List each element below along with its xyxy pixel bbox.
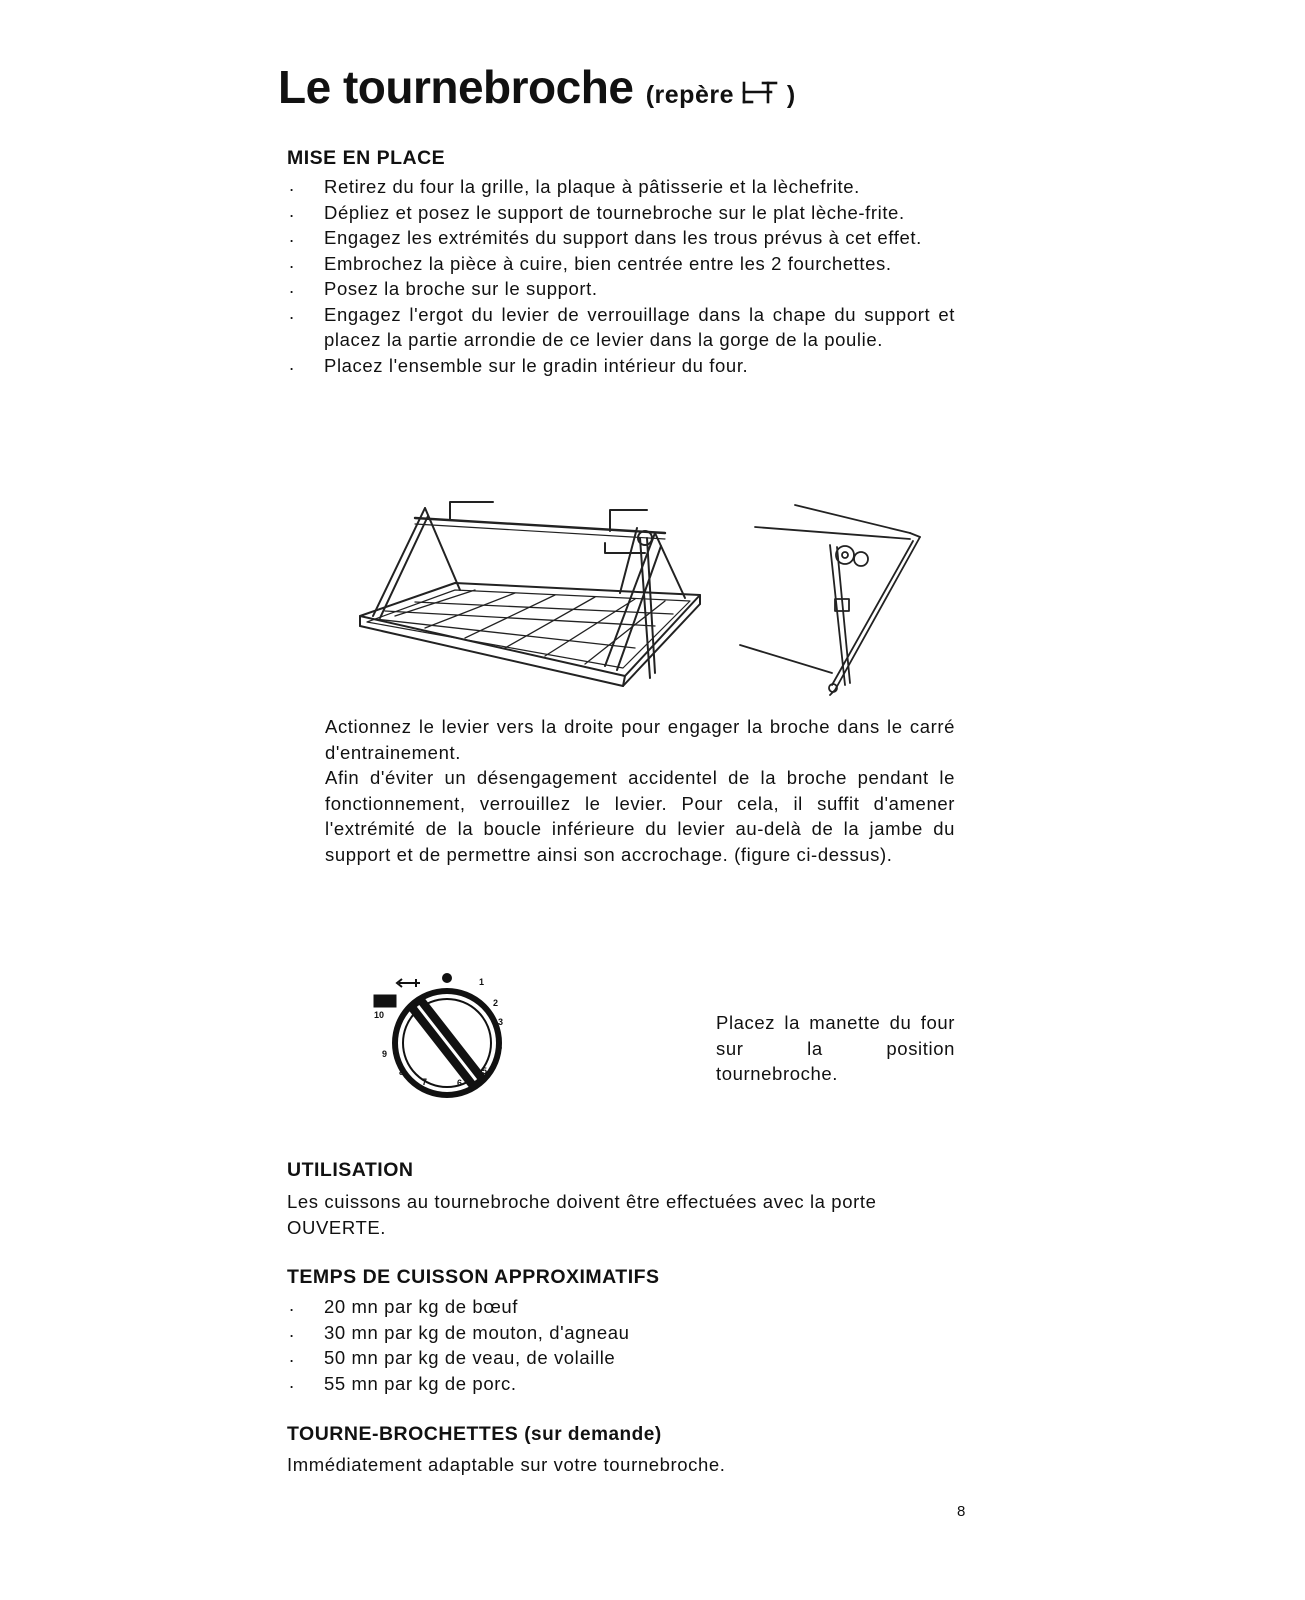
- page-title-main: Le tournebroche: [278, 61, 634, 113]
- section-heading-tourne-brochettes: [287, 1423, 662, 1446]
- spit-symbol-icon: [741, 78, 779, 106]
- mise-en-place-list: [287, 174, 955, 378]
- lock-paragraph: Afin d'éviter un désengagement accidentel de la broche pendant le fonctionnement, verrouillez le levier. Pour cela, il suffit d'amener l'extrémité de la boucle inférieure du levier au-delà de la jambe du support et de permettre ainsi son accrochage. (figure ci-dessus).: [325, 767, 955, 865]
- dial-number-4: 4: [497, 1042, 503, 1052]
- list-item: . 55 mn par kg de porc.: [287, 1371, 955, 1397]
- dial-number-1: 1: [479, 977, 485, 987]
- list-item: . 20 mn par kg de bœuf: [287, 1294, 955, 1320]
- list-item: . Dépliez et posez le support de tournebroche sur le plat lèche-frite.: [287, 200, 955, 226]
- list-item: . 50 mn par kg de veau, de volaille: [287, 1345, 955, 1371]
- dial-number-7: 7: [422, 1077, 428, 1087]
- tourne-brochettes-title: TOURNE-BROCHETTES: [287, 1423, 519, 1445]
- list-item: . Embrochez la pièce à cuire, bien centrée entre les 2 fourchettes.: [287, 251, 955, 277]
- rotisserie-support-illustration: [355, 498, 710, 698]
- list-item: . Engagez les extrémités du support dans les trous prévus à cet effet.: [287, 225, 955, 251]
- tourne-brochettes-text: Immédiatement adaptable sur votre tournebroche.: [287, 1454, 726, 1475]
- page-number: 8: [957, 1503, 966, 1520]
- lever-instructions: [325, 714, 955, 867]
- section-heading-mise-en-place: MISE EN PLACE: [287, 147, 446, 169]
- dial-number-5: 5: [482, 1066, 488, 1076]
- cooking-times-list: [287, 1294, 955, 1396]
- page-title-sub: [646, 81, 796, 109]
- lever-paragraph: Actionnez le levier vers la droite pour engager la broche dans le carré d'entrainement.: [325, 716, 955, 763]
- section-heading-temps: TEMPS DE CUISSON APPROXIMATIFS: [287, 1266, 660, 1288]
- dial-number-3: 3: [498, 1017, 504, 1027]
- list-item: . Posez la broche sur le support.: [287, 276, 955, 302]
- list-item: . Retirez du four la grille, la plaque à pâtisserie et la lèchefrite.: [287, 174, 955, 200]
- dial-number-9: 9: [382, 1049, 388, 1059]
- tourne-brochettes-sub: (sur demande): [524, 1424, 662, 1445]
- list-item: . Engagez l'ergot du levier de verrouillage dans la chape du support et placez la partie arrondie de ce levier dans la gorge de la poulie.: [287, 302, 955, 353]
- title-sub-open: (repère: [645, 81, 734, 109]
- dial-number-10: 10: [374, 1010, 385, 1020]
- page-title: [278, 60, 796, 114]
- section-heading-utilisation: UTILISATION: [287, 1159, 414, 1181]
- dial-instruction: Placez la manette du four sur la position tournebroche.: [716, 1012, 955, 1084]
- dial-number-8: 8: [399, 1067, 405, 1077]
- oven-knob-icon: [372, 968, 532, 1118]
- dial-number-2: 2: [493, 998, 499, 1008]
- locking-lever-detail-illustration: [735, 495, 945, 705]
- title-sub-close: ): [786, 81, 796, 109]
- dial-number-6: 6: [457, 1078, 463, 1088]
- list-item: . Placez l'ensemble sur le gradin intérieur du four.: [287, 353, 955, 379]
- utilisation-text: Les cuissons au tournebroche doivent être effectuées avec la porte OUVERTE.: [287, 1191, 877, 1238]
- list-item: . 30 mn par kg de mouton, d'agneau: [287, 1320, 955, 1346]
